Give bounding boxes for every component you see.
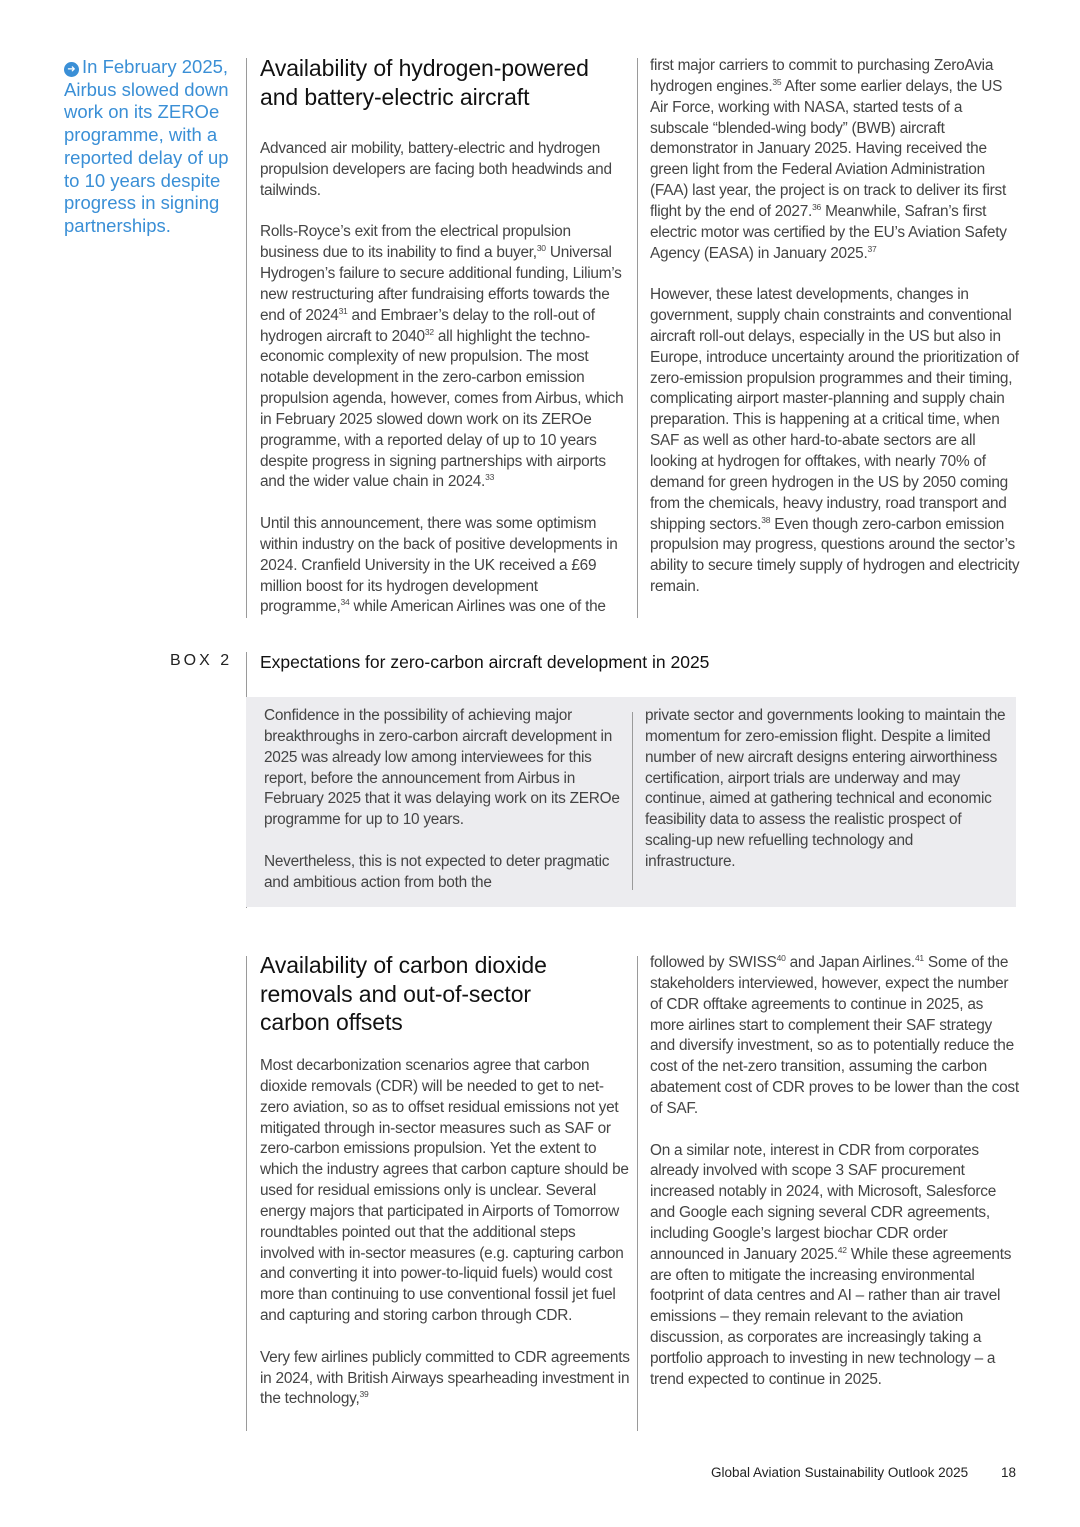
box-left-column [264,706,622,914]
footnote-ref[interactable]: 35 [772,76,782,87]
paragraph-text: Even though zero-carbon emission propulsion may progress, questions around the sector’s ability to secure timely supply of hydrogen and electricity remain. [650,515,1020,596]
paragraph-text: Meanwhile, Safran’s first electric motor was certified by the EU’s Aviation Safety Agency (EASA) in January 2025. [650,202,1007,262]
box-column-rule [632,712,633,890]
box-right-column [645,706,1007,894]
footnote-ref[interactable]: 33 [485,472,495,483]
box-label: BOX 2 [170,652,233,669]
section1-right-column [650,56,1020,619]
paragraph-text: Until this announcement, there was some optimism within industry on the back of positive developments in 2024. Cranfield University in the UK received a £69 million boost for its hydrogen development programme, [260,515,618,616]
paragraph [260,1056,630,1327]
section2-title: Availability of carbon dioxide removals and out-of-sector carbon offsets [260,952,547,1035]
paragraph-text: while American Airlines was one of the [349,598,606,616]
paragraph-text: first major carriers to commit to purchasing ZeroAvia hydrogen engines. [650,57,994,95]
section2-right-column [650,953,1020,1411]
paragraph-text: While these agreements are often to mitigate the increasing environmental footprint of data centres and AI – rather than air travel emissions – they remain relevant to the aviation discussion, as corporates are increasingly taking a portfolio approach to investing in new technology – a trend expected to continue in 2025. [650,1245,1012,1388]
section2-left-column [260,1056,630,1431]
footnote-ref[interactable]: 39 [359,1389,369,1400]
left-rule-section2 [246,956,247,1431]
left-rule-section1 [246,58,247,618]
paragraph: Nevertheless, this is not expected to deter pragmatic and ambitious action from both the [264,852,610,891]
footer-title: Global Aviation Sustainability Outlook 2025 [711,1465,969,1480]
paragraph [650,1141,1020,1391]
paragraph-text: and Japan Airlines. [785,954,915,971]
paragraph: Confidence in the possibility of achieving major breakthroughs in zero-carbon aircraft development in 2025 was already low among interviewees for this report, before the announcement from Airbus in February 2025 that it was delaying work on its ZEROe programme for up to 10 years. [264,707,620,829]
paragraph: private sector and governments looking to maintain the momentum for zero-emission flight. Despite a limited number of new aircraft designs entering airworthiness certification, airport trials are underway and may continue, aimed at gathering technical and economic feasibility data to assess the realistic prospect of scaling-up new refuelling technology and infrastructure. [645,707,1006,870]
section1-title: Availability of hydrogen-powered and battery-electric aircraft [260,55,589,110]
section1-left-column [260,139,630,639]
paragraph-text: Advanced air mobility, battery-electric and hydrogen propulsion developers are facing both headwinds and tailwinds. [260,140,612,199]
pull-quote-text: In February 2025, Airbus slowed down work on its ZEROe programme, with a reported delay of up to 10 years despite progress in signing partnerships. [64,56,229,236]
paragraph [260,222,630,493]
page-number: 18 [1001,1465,1017,1480]
arrow-icon: ➜ [64,62,79,77]
paragraph [650,953,1020,1120]
paragraph-text: followed by SWISS [650,954,777,971]
paragraph-text: and Embraer’s delay to the roll-out of hydrogen aircraft to 2040 [260,306,595,345]
column-rule-section1 [637,58,638,618]
paragraph [260,514,630,618]
paragraph-text: Rolls-Royce’s exit from the electrical propulsion business due to its inability to find a buyer, [260,223,571,262]
paragraph [650,56,1020,264]
paragraph-text: Universal Hydrogen’s failure to secure additional funding, Lilium’s new restructuring after fundraising efforts towards the end of 2024 [260,244,622,324]
paragraph-text: However, these latest developments, changes in government, supply chain constraints and conventional aircraft roll-out delays, especially in the US but also in Europe, introduce uncertainty around the prioritization of zero-emission propulsion programmes and their timing, complicating airport master-planning and supply chain preparation. This is happening at a critical time, when SAF as well as other hard-to-abate sectors are all looking at hydrogen for offtakes, with nearly 70% of demand for green hydrogen in the US by 2050 coming from the chemicals, heavy industry, road transport and shipping sectors. [650,286,1019,533]
paragraph-text: all highlight the techno-economic complexity of new propulsion. The most notable development in the zero-carbon emission propulsion agenda, however, comes from Airbus, which in February 2025 slowed down work on its ZEROe programme, with a reported delay of up to 10 years despite progress in signing partnerships with airports and the wider value chain in 2024. [260,327,624,491]
paragraph-text: On a similar note, interest in CDR from corporates already involved with scope 3 SAF procurement increased notably in 2024, with Microsoft, Salesforce and Google each signing several CDR agreements, including Google’s largest biochar CDR order announced in January 2025. [650,1141,997,1263]
box-title: Expectations for zero-carbon aircraft development in 2025 [260,652,710,672]
paragraph-text: Some of the stakeholders interviewed, however, expect the number of CDR offtake agreements to continue in 2025, as more airlines start to complement their SAF strategy and diversify investment, so as to potentially reduce the cost of the net-zero transition, assuming the carbon abatement cost of CDR proves to be lower than the cost of SAF. [650,954,1019,1117]
footnote-ref[interactable]: 36 [812,201,822,212]
paragraph-text: Very few airlines publicly committed to CDR agreements in 2024, with British Airways spearheading investment in the technology, [260,1348,630,1408]
footnote-ref[interactable]: 38 [761,514,771,525]
footnote-ref[interactable]: 40 [776,953,786,963]
paragraph [650,285,1020,598]
footnote-ref[interactable]: 34 [340,597,350,608]
paragraph-text: Most decarbonization scenarios agree that carbon dioxide removals (CDR) will be needed to get to net-zero aviation, so as to offset residual emissions not yet mitigated through in-sector measures such as SAF or zero-carbon emissions propulsion. Yet the extent to which the industry agrees that carbon capture should be used for residual emissions only is unclear. Several energy majors that participated in Airports of Tomorrow roundtables pointed out that the additional steps involved with in-sector measures (e.g. capturing carbon and converting it into power-to-liquid fuels) would cost more than continuing to use conventional fossil jet fuel and capturing and storing carbon through CDR. [260,1057,629,1325]
footnote-ref[interactable]: 31 [338,305,348,316]
footnote-ref[interactable]: 41 [914,953,924,963]
footnote-ref[interactable]: 42 [837,1244,847,1255]
footnote-ref[interactable]: 32 [424,326,434,337]
pull-quote [64,56,239,238]
footnote-ref[interactable]: 30 [536,243,546,254]
paragraph [260,1348,630,1411]
paragraph-text: After some earlier delays, the US Air Force, working with NASA, started tests of a subscale “blended-wing body” (BWB) aircraft demonstrator in January 2025. Having received the green light from the Federal Aviation Administration (FAA) last year, the project is on track to deliver its first flight by the end of 2027. [650,77,1006,220]
column-rule-section2 [637,956,638,1431]
footnote-ref[interactable]: 37 [867,243,877,254]
paragraph [260,139,630,202]
